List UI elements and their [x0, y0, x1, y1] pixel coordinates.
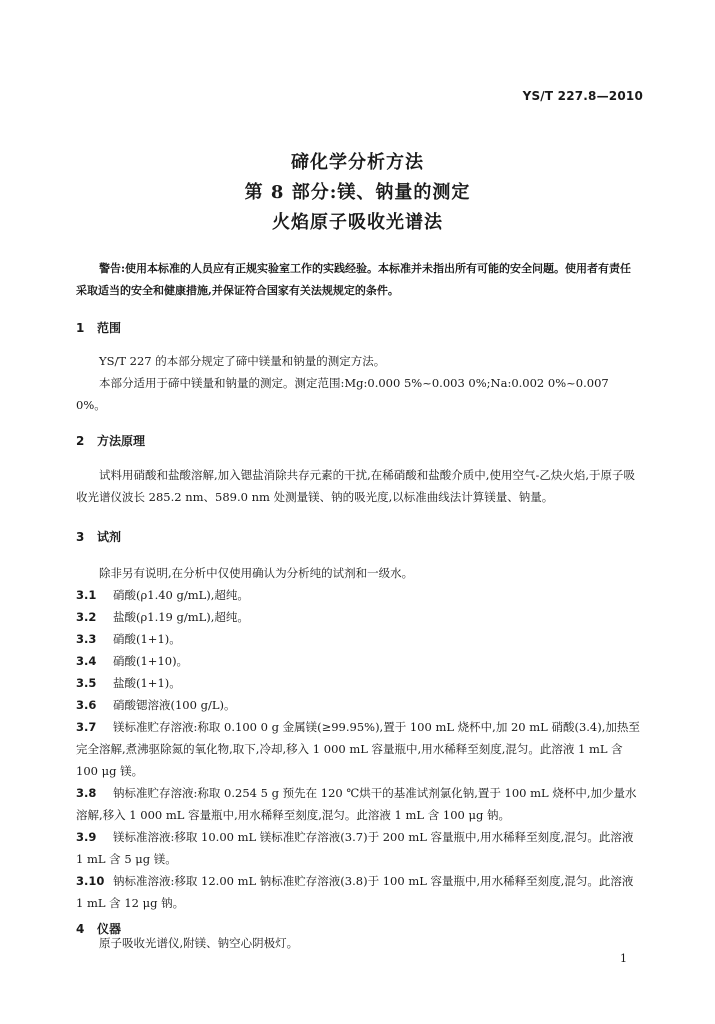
item-text: 硝酸(1+1)。 [113, 632, 181, 646]
title-line-1: 碲化学分析方法 [291, 152, 424, 173]
scope-paragraph-1: YS/T 227 的本部分规定了碲中镁量和钠量的测定方法。 [99, 354, 386, 368]
item-number: 3.4 [76, 654, 97, 668]
section-number: 2 [76, 434, 85, 448]
section-1-heading [76, 319, 121, 336]
item-number: 3.8 [76, 786, 97, 800]
item-number: 3.7 [76, 720, 97, 734]
section-title: 范围 [97, 321, 122, 335]
reagent-item [76, 672, 642, 694]
item-number: 3.2 [76, 610, 97, 624]
item-number: 3.6 [76, 698, 97, 712]
scope-paragraph-2: 本部分适用于碲中镁量和钠量的测定。测定范围:Mg:0.000 5%~0.003 0%;Na:0.002 0%~0.007 0%。 [76, 376, 609, 412]
item-text: 盐酸(1+1)。 [113, 676, 181, 690]
reagent-item [76, 694, 642, 716]
item-number: 3.3 [76, 632, 97, 646]
item-text: 硝酸(1+10)。 [113, 654, 189, 668]
apparatus-paragraph: 原子吸收光谱仪,附镁、钠空心阴极灯。 [99, 936, 299, 950]
section-number: 3 [76, 530, 85, 544]
reagent-item [76, 628, 642, 650]
section-title: 方法原理 [97, 434, 146, 448]
item-text: 硝酸锶溶液(100 g/L)。 [113, 698, 236, 712]
reagent-item [76, 650, 642, 672]
reagent-item [76, 826, 642, 870]
item-number: 3.10 [76, 874, 105, 888]
item-text: 钠标准贮存溶液:称取 0.254 5 g 预先在 120 ℃烘干的基准试剂氯化钠,置于 100 mL 烧杯中,加少量水溶解,移入 1 000 mL 容量瓶中,用水稀释至刻度,混匀。此溶液 1 mL 含 100 μg 钠。 [76, 786, 637, 822]
item-text: 盐酸(ρ1.19 g/mL),超纯。 [113, 610, 249, 624]
reagent-item [76, 782, 642, 826]
item-number: 3.9 [76, 830, 97, 844]
warning-paragraph: 警告:使用本标准的人员应有正规实验室工作的实践经验。本标准并未指出所有可能的安全问题。使用者有责任采取适当的安全和健康措施,并保证符合国家有关法规规定的条件。 [76, 262, 632, 297]
reagents-intro: 除非另有说明,在分析中仅使用确认为分析纯的试剂和一级水。 [99, 566, 414, 580]
section-3-heading [76, 528, 121, 545]
section-number: 4 [76, 922, 85, 936]
reagent-item [76, 584, 642, 606]
title-line-2: 第 8 部分:镁、钠量的测定 [244, 182, 471, 203]
section-2-heading [76, 432, 145, 449]
item-text: 镁标准溶液:移取 10.00 mL 镁标准贮存溶液(3.7)于 200 mL 容量瓶中,用水稀释至刻度,混匀。此溶液 1 mL 含 5 μg 镁。 [76, 830, 634, 866]
item-text: 钠标准溶液:移取 12.00 mL 钠标准贮存溶液(3.8)于 100 mL 容量瓶中,用水稀释至刻度,混匀。此溶液 1 mL 含 12 μg 钠。 [76, 874, 634, 910]
item-number: 3.5 [76, 676, 97, 690]
title-line-3: 火焰原子吸收光谱法 [272, 212, 443, 233]
section-title: 试剂 [97, 530, 122, 544]
reagent-item [76, 606, 642, 628]
reagent-item [76, 870, 642, 914]
item-number: 3.1 [76, 588, 97, 602]
section-title: 仪器 [97, 922, 122, 936]
reagent-item [76, 716, 642, 782]
item-text: 硝酸(ρ1.40 g/mL),超纯。 [113, 588, 249, 602]
standard-code: YS/T 227.8—2010 [522, 89, 643, 103]
item-text: 镁标准贮存溶液:称取 0.100 0 g 金属镁(≥99.95%),置于 100 mL 烧杯中,加 20 mL 硝酸(3.4),加热至完全溶解,煮沸驱除氮的氧化物,取下,冷却,移入 1 000 mL 容量瓶中,用水稀释至刻度,混匀。此溶液 1 mL 含 100 μg 镁。 [76, 720, 640, 778]
section-number: 1 [76, 321, 85, 335]
document-title [0, 148, 715, 238]
page-number: 1 [620, 952, 627, 965]
principle-paragraph: 试料用硝酸和盐酸溶解,加入锶盐消除共存元素的干扰,在稀硝酸和盐酸介质中,使用空气-乙炔火焰,于原子吸收光谱仪波长 285.2 nm、589.0 nm 处测量镁、钠的吸光度,以标准曲线法计算镁量、钠量。 [76, 468, 636, 504]
